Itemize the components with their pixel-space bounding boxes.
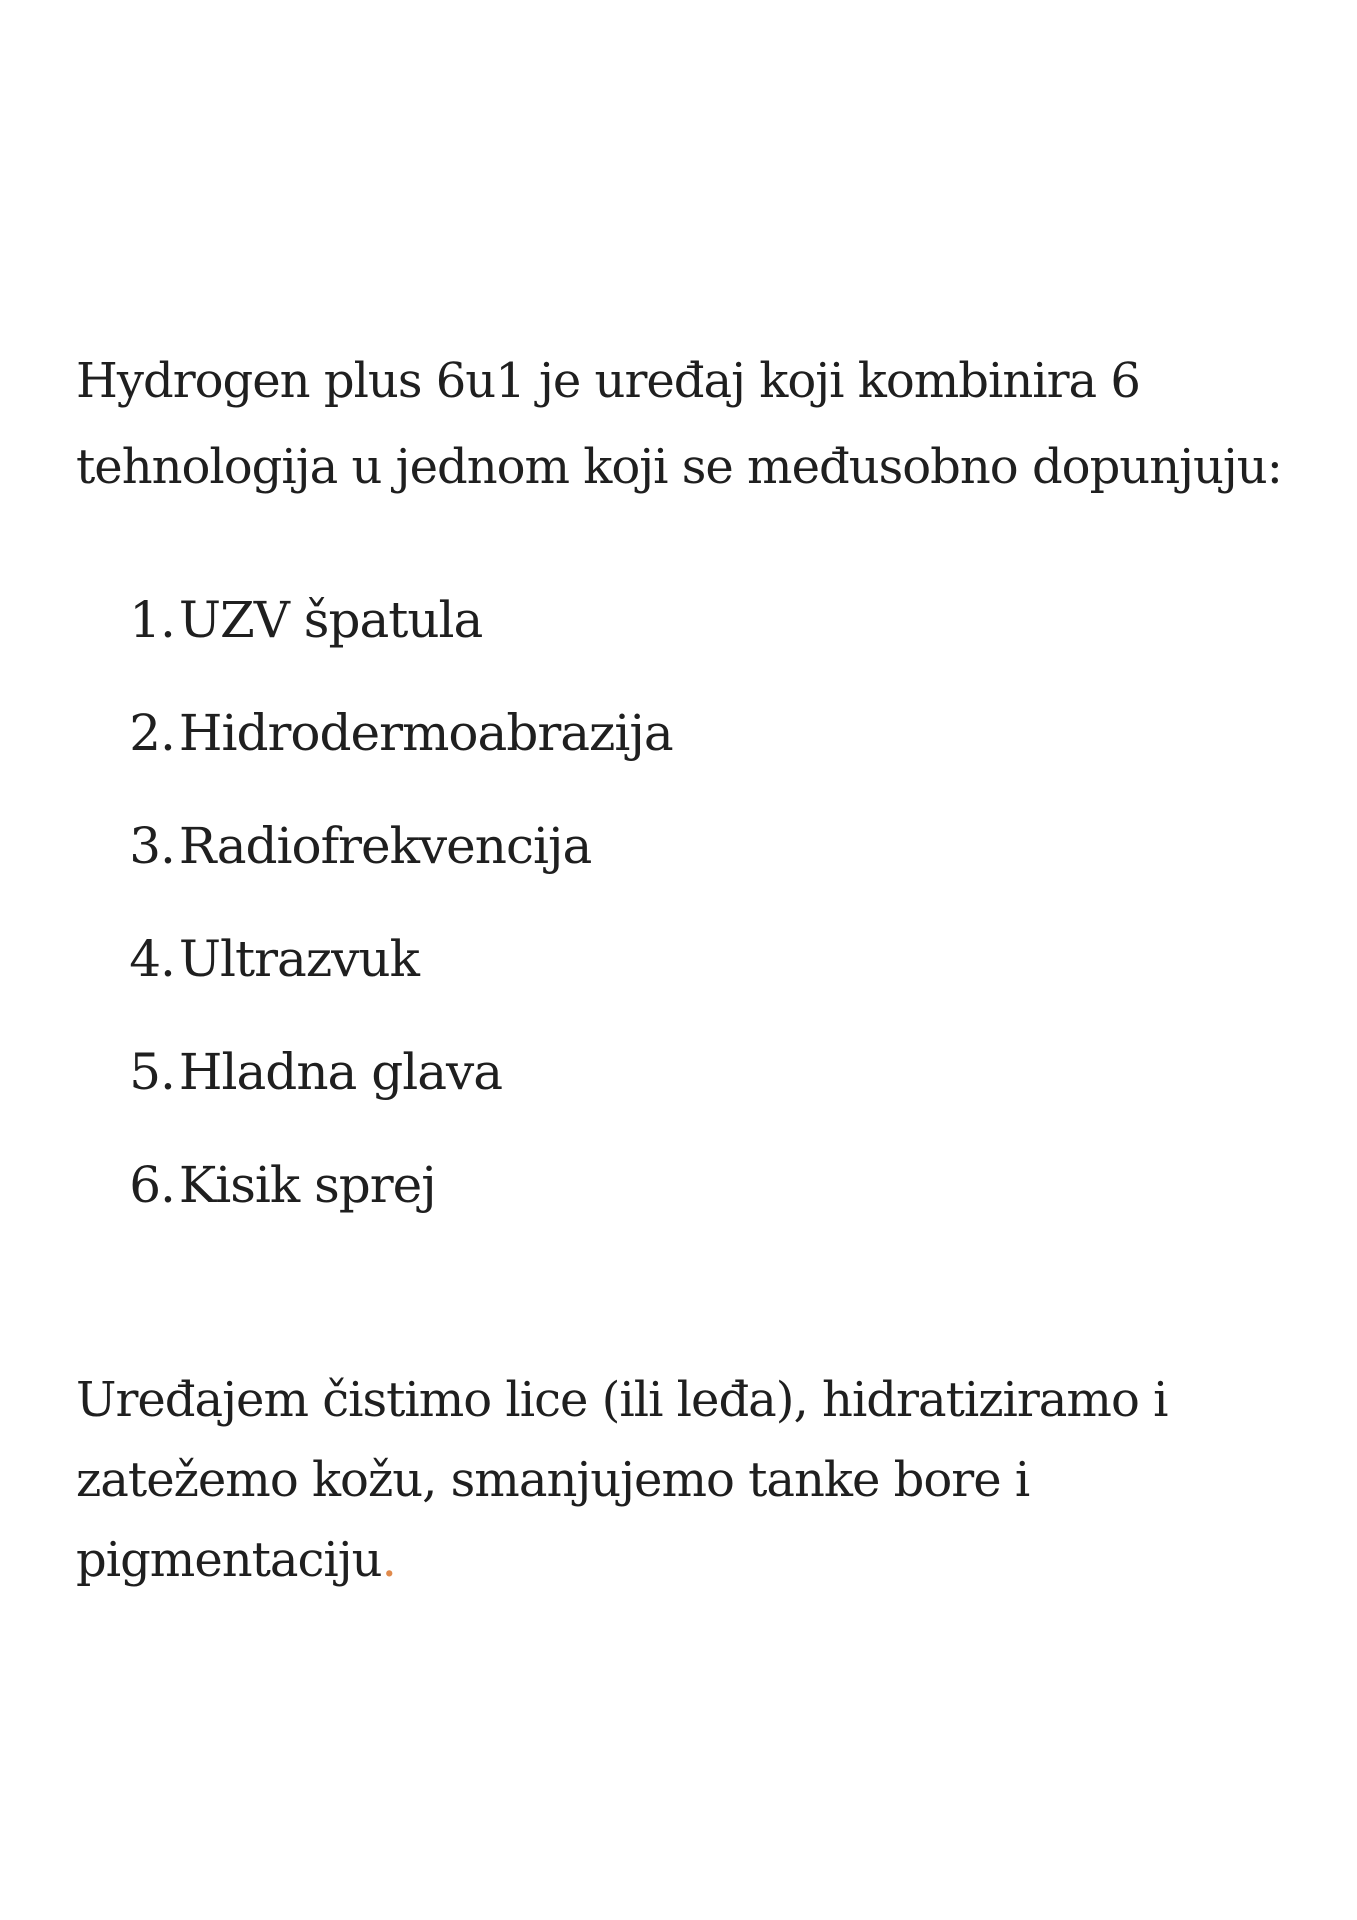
list-item-label: Hladna glava bbox=[178, 1043, 503, 1101]
list-item-label: Hidrodermoabrazija bbox=[178, 704, 673, 762]
list-item: 3.Radiofrekvencija bbox=[118, 806, 673, 919]
list-item: 1.UZV špatula bbox=[118, 580, 673, 693]
list-item-label: UZV špatula bbox=[178, 591, 483, 649]
list-item-number: 1 bbox=[129, 591, 160, 649]
list-item-label: Radiofrekvencija bbox=[178, 817, 592, 875]
list-item: 2.Hidrodermoabrazija bbox=[118, 693, 673, 806]
outro-last-text: pigmentaciju bbox=[76, 1532, 382, 1588]
outro-paragraph bbox=[76, 1360, 1296, 1600]
outro-line-last bbox=[76, 1520, 1296, 1600]
list-item-label: Ultrazvuk bbox=[178, 930, 419, 988]
intro-line: tehnologija u jednom koji se međusobno dopunjuju: bbox=[76, 439, 1282, 495]
list-item: 4.Ultrazvuk bbox=[118, 919, 673, 1032]
list-item-number: 5 bbox=[129, 1043, 160, 1101]
intro-line: Hydrogen plus 6u1 je uređaj koji kombinira 6 bbox=[76, 353, 1140, 409]
list-item-number: 2 bbox=[129, 704, 160, 762]
intro-paragraph bbox=[76, 338, 1296, 510]
technology-list bbox=[118, 580, 673, 1258]
accent-period: . bbox=[381, 1532, 396, 1588]
list-item: 5.Hladna glava bbox=[118, 1032, 673, 1145]
list-item-number: 4 bbox=[129, 930, 160, 988]
list-item-number: 3 bbox=[129, 817, 160, 875]
list-item-number: 6 bbox=[129, 1156, 160, 1214]
list-item: 6.Kisik sprej bbox=[118, 1145, 673, 1258]
list-item-label: Kisik sprej bbox=[178, 1156, 436, 1214]
outro-line: zatežemo kožu, smanjujemo tanke bore i bbox=[76, 1452, 1030, 1508]
outro-line: Uređajem čistimo lice (ili leđa), hidratiziramo i bbox=[76, 1372, 1168, 1428]
